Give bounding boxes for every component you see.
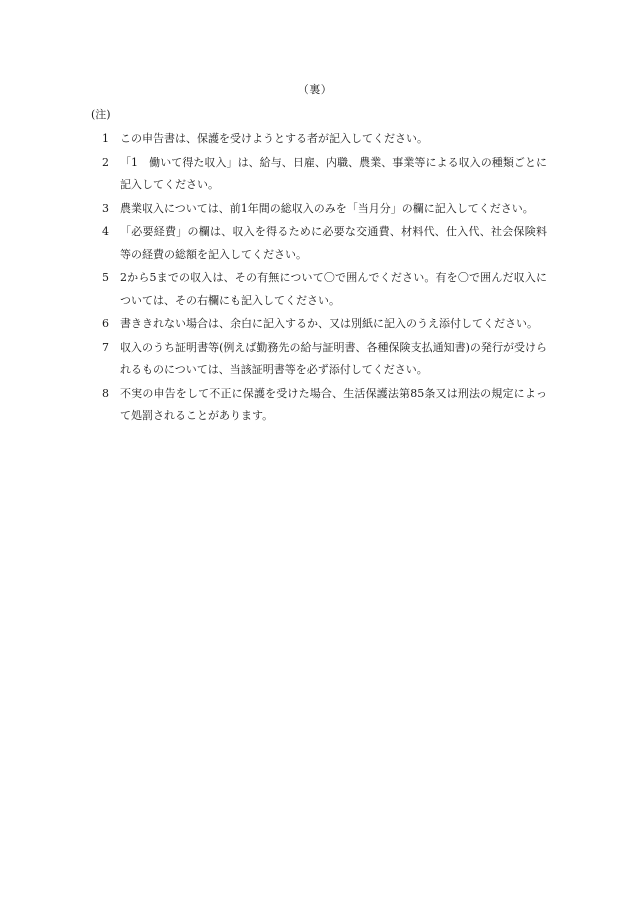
note-item-6 [92,313,547,336]
notes-list [92,128,547,429]
note-item-3 [92,198,547,221]
note-item-2 [92,152,547,197]
note-number: 3 [102,201,109,215]
note-number: 8 [102,386,109,400]
note-item-8 [92,383,547,428]
note-number: 2 [102,155,109,169]
note-text: 書ききれない場合は、余白に記入するか、又は別紙に記入のうえ添付してください。 [120,317,538,330]
notes-heading: (注) [91,108,111,121]
note-number: 6 [102,317,109,330]
note-item-5 [92,267,547,312]
note-text: この申告書は、保護を受けようとする者が記入してください。 [120,132,428,145]
page-side-label: （裏） [297,83,333,96]
note-text: 不実の申告をして不正に保護を受けた場合、生活保護法第85条又は刑法の規定によって処罰されることがあります。 [120,386,547,422]
note-item-7 [92,337,547,382]
note-number: 7 [102,340,109,354]
note-text: 「1 働いて得た収入」は、給与、日雇、内職、農業、事業等による収入の種類ごとに記入してください。 [120,155,547,191]
note-number: 5 [102,271,109,284]
note-text: 2から5までの収入は、その有無について〇で囲んでください。有を〇で囲んだ収入については、その右欄にも記入してください。 [120,271,547,307]
note-text: 収入のうち証明書等(例えば勤務先の給与証明書、各種保険支払通知書)の発行が受けられるものについては、当該証明書等を必ず添付してください。 [120,340,547,376]
note-item-4 [92,221,547,266]
note-item-1 [92,128,547,151]
note-number: 4 [102,225,109,238]
note-text: 農業収入については、前1年間の総収入のみを「当月分」の欄に記入してください。 [120,201,534,215]
note-number: 1 [102,132,109,145]
note-text: 「必要経費」の欄は、収入を得るために必要な交通費、材料代、仕入代、社会保険料等の経費の総額を記入してください。 [120,225,547,261]
